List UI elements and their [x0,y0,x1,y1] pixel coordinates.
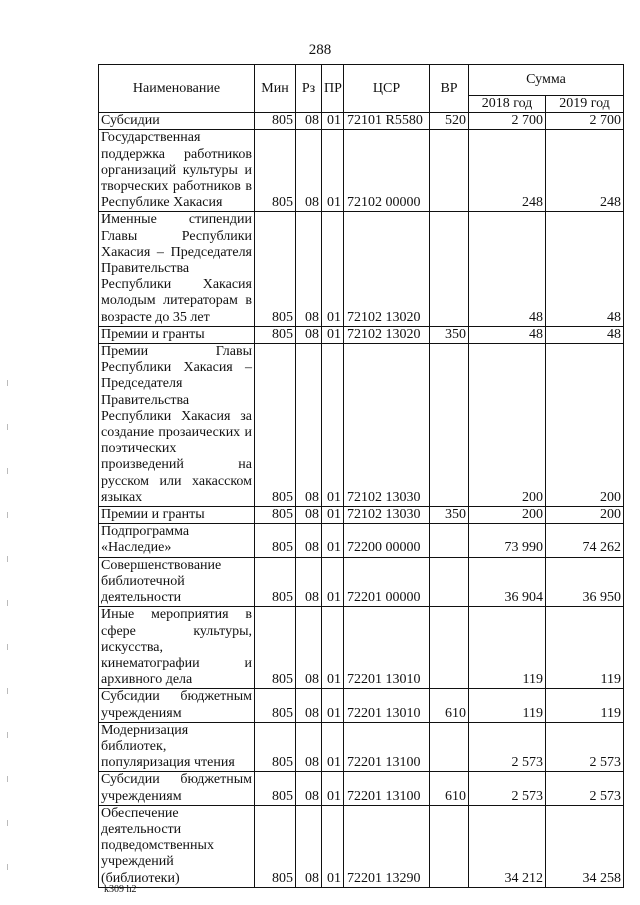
row-csr: 72201 13010 [344,607,430,689]
row-name: Субсидии [99,113,255,130]
row-min: 805 [255,326,296,343]
row-min: 805 [255,212,296,326]
row-csr: 72102 00000 [344,130,430,212]
row-sum-2019: 2 700 [546,113,624,130]
row-sum-2019: 2 573 [546,772,624,805]
row-min: 805 [255,344,296,507]
row-pr: 01 [322,113,344,130]
row-vr: 520 [430,113,469,130]
row-rz: 08 [296,524,322,557]
row-vr: 610 [430,689,469,722]
row-pr: 01 [322,344,344,507]
row-min: 805 [255,772,296,805]
header-sum: Сумма [469,65,624,96]
table-row [99,772,624,805]
row-sum-2018: 119 [469,689,546,722]
row-min: 805 [255,805,296,887]
header-csr: ЦСР [344,65,430,113]
row-name: Совершенствование библиотечной деятельности [99,557,255,607]
row-vr [430,805,469,887]
row-min: 805 [255,524,296,557]
page-number: 288 [308,42,332,58]
row-min: 805 [255,507,296,524]
row-csr: 72102 13020 [344,212,430,326]
row-sum-2018: 119 [469,607,546,689]
row-sum-2018: 2 700 [469,113,546,130]
table-row [99,689,624,722]
row-vr [430,524,469,557]
row-name: Субсидии бюджетным учреждениям [99,772,255,805]
header-vr: ВР [430,65,469,113]
row-name: Премии и гранты [99,507,255,524]
row-vr [430,557,469,607]
table-row [99,805,624,887]
row-pr: 01 [322,722,344,772]
row-sum-2018: 200 [469,507,546,524]
table-row [99,507,624,524]
row-vr [430,607,469,689]
header-row [99,65,624,96]
row-pr: 01 [322,805,344,887]
row-pr: 01 [322,524,344,557]
row-sum-2018: 2 573 [469,722,546,772]
row-vr: 350 [430,326,469,343]
row-sum-2019: 200 [546,507,624,524]
row-vr [430,722,469,772]
row-sum-2018: 34 212 [469,805,546,887]
row-csr: 72102 13030 [344,507,430,524]
row-name: Иные мероприятия в сфере культуры, искусства, кинематографии и архивного дела [99,607,255,689]
table-row [99,607,624,689]
table-row [99,326,624,343]
table-row [99,130,624,212]
row-min: 805 [255,130,296,212]
row-csr: 72102 13020 [344,326,430,343]
table-row [99,344,624,507]
row-csr: 72201 13010 [344,689,430,722]
row-sum-2019: 200 [546,344,624,507]
table-body [99,113,624,888]
row-rz: 08 [296,772,322,805]
row-vr [430,212,469,326]
header-name: Наименование [99,65,255,113]
row-pr: 01 [322,326,344,343]
row-csr: 72101 R5580 [344,113,430,130]
row-pr: 01 [322,689,344,722]
row-sum-2018: 36 904 [469,557,546,607]
row-name: Подпрограмма «Наследие» [99,524,255,557]
table-row [99,722,624,772]
row-csr: 72201 00000 [344,557,430,607]
header-year-2019: 2019 год [546,96,624,113]
row-vr: 350 [430,507,469,524]
row-name: Обеспечение деятельности подведомственных учреждений (библиотеки) [99,805,255,887]
row-name: Модернизация библиотек, популяризация чтения [99,722,255,772]
row-sum-2019: 248 [546,130,624,212]
footer-code: k309 h2 [104,884,137,895]
header-min: Мин [255,65,296,113]
row-vr [430,130,469,212]
row-min: 805 [255,607,296,689]
row-sum-2018: 2 573 [469,772,546,805]
row-csr: 72200 00000 [344,524,430,557]
budget-table [98,64,624,888]
row-csr: 72201 13100 [344,722,430,772]
row-sum-2019: 34 258 [546,805,624,887]
row-rz: 08 [296,326,322,343]
table-row [99,524,624,557]
row-rz: 08 [296,805,322,887]
header-pr: ПР [322,65,344,113]
row-pr: 01 [322,607,344,689]
row-sum-2019: 119 [546,689,624,722]
binding-marks [6,380,10,880]
row-name: Государственная поддержка работников организаций культуры и творческих работников в Республике Хакасия [99,130,255,212]
header-rz: Рз [296,65,322,113]
row-sum-2018: 48 [469,212,546,326]
row-pr: 01 [322,130,344,212]
row-min: 805 [255,113,296,130]
row-rz: 08 [296,507,322,524]
table-row [99,113,624,130]
row-sum-2019: 74 262 [546,524,624,557]
header-year-2018: 2018 год [469,96,546,113]
row-name: Субсидии бюджетным учреждениям [99,689,255,722]
row-csr: 72201 13100 [344,772,430,805]
row-pr: 01 [322,212,344,326]
row-rz: 08 [296,557,322,607]
table-row [99,212,624,326]
row-pr: 01 [322,557,344,607]
table-row [99,557,624,607]
row-rz: 08 [296,212,322,326]
row-vr: 610 [430,772,469,805]
row-csr: 72102 13030 [344,344,430,507]
row-sum-2019: 119 [546,607,624,689]
row-rz: 08 [296,607,322,689]
row-sum-2019: 48 [546,326,624,343]
row-name: Премии Главы Республики Хакасия – Председателя Правительства Республики Хакасия за создание прозаических и поэтических произведений на русском или хакасском языках [99,344,255,507]
row-vr [430,344,469,507]
row-min: 805 [255,722,296,772]
row-rz: 08 [296,113,322,130]
row-rz: 08 [296,344,322,507]
row-rz: 08 [296,130,322,212]
row-sum-2018: 248 [469,130,546,212]
row-min: 805 [255,689,296,722]
row-rz: 08 [296,689,322,722]
row-sum-2018: 200 [469,344,546,507]
row-sum-2018: 73 990 [469,524,546,557]
row-sum-2019: 36 950 [546,557,624,607]
row-name: Именные стипендии Главы Республики Хакасия – Председателя Правительства Республики Хакасия молодым литераторам в возрасте до 35 лет [99,212,255,326]
row-sum-2019: 2 573 [546,722,624,772]
row-sum-2018: 48 [469,326,546,343]
row-csr: 72201 13290 [344,805,430,887]
row-name: Премии и гранты [99,326,255,343]
row-pr: 01 [322,507,344,524]
row-rz: 08 [296,722,322,772]
row-min: 805 [255,557,296,607]
row-sum-2019: 48 [546,212,624,326]
row-pr: 01 [322,772,344,805]
